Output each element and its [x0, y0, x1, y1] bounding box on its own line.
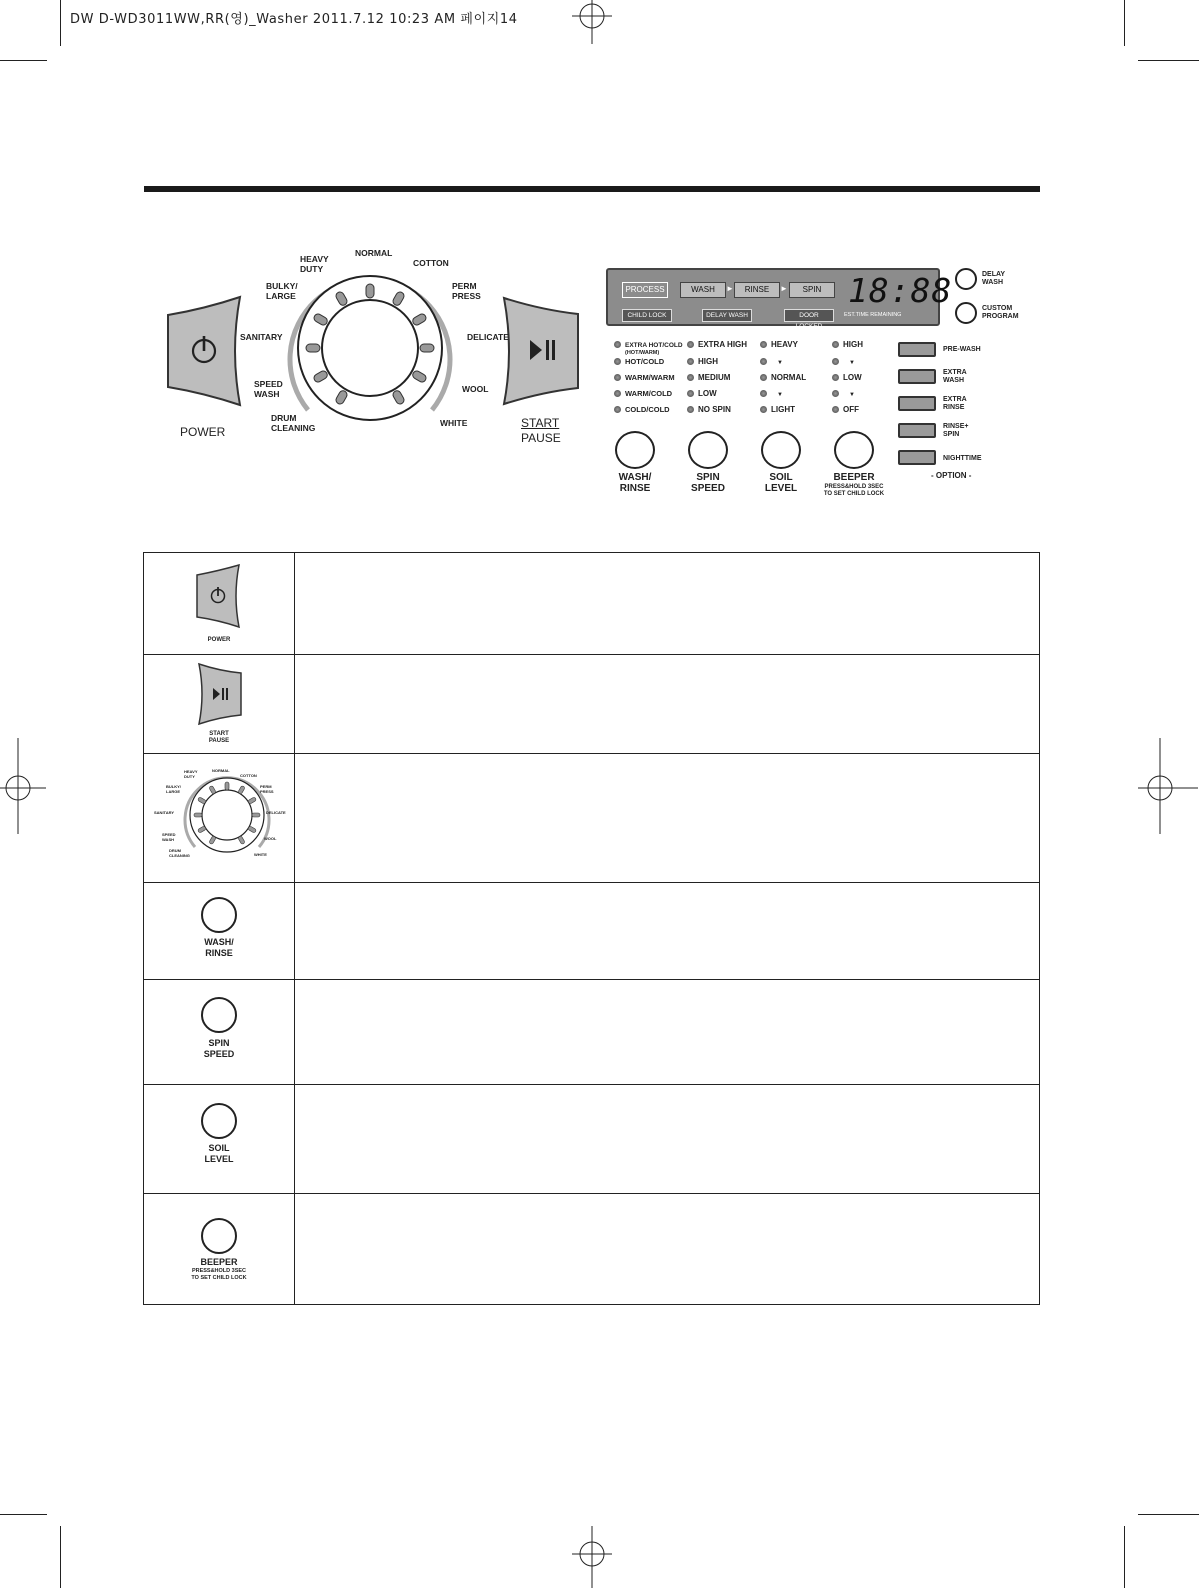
dial-label-sanitary: SANITARY	[240, 332, 283, 342]
spin-speed-button[interactable]	[688, 431, 728, 469]
mini-dial-label: PERM PRESS	[260, 784, 274, 794]
table-cell-icon	[144, 1084, 295, 1193]
led-icon	[614, 374, 621, 381]
wash-rinse-label: WASH/ RINSE	[618, 472, 652, 494]
cycle-dial-icon	[181, 769, 273, 861]
soil-level-button[interactable]	[761, 431, 801, 469]
table-cell-description	[295, 753, 1039, 882]
led-icon	[832, 406, 839, 413]
table-cell-icon	[144, 654, 295, 753]
led-icon	[614, 341, 621, 348]
delay-wash-label: DELAY WASH	[982, 271, 1006, 286]
dial-label-heavy-duty: HEAVY DUTY	[300, 254, 329, 274]
rinse-spin-label: RINSE+ SPIN	[943, 423, 969, 438]
custom-program-label: CUSTOM PROGRAM	[982, 305, 1019, 320]
led-icon	[687, 341, 694, 348]
crop-mark	[1138, 60, 1199, 61]
mini-dial-label: DRUM CLEANING	[169, 848, 190, 858]
arrow-right-icon: ►	[726, 284, 734, 293]
indicator-row: COLD/COLD	[614, 405, 670, 415]
beeper-label: BEEPER	[833, 472, 875, 483]
crop-mark	[1124, 0, 1125, 46]
table-cell-icon	[144, 1193, 295, 1304]
door-locked-indicator: DOOR LOCKED	[784, 309, 834, 322]
led-icon	[760, 358, 767, 365]
indicator-row: NORMAL	[760, 373, 806, 383]
table-row	[144, 1193, 1039, 1304]
crop-mark	[60, 0, 61, 46]
dial-label-wool: WOOL	[462, 384, 489, 394]
mini-dial-label: SPEED WASH	[162, 832, 176, 842]
option-group-label: - OPTION -	[931, 471, 972, 480]
est-time-label: EST.TIME REMAINING	[844, 312, 902, 318]
table-cell-description	[295, 882, 1039, 979]
indicator-row: HIGH	[687, 357, 718, 367]
indicator-row: ▼	[832, 389, 855, 400]
delay-wash-button[interactable]	[955, 268, 977, 290]
dial-label-cotton: COTTON	[413, 258, 449, 268]
row-subcaption: PRESS&HOLD 3SEC TO SET CHILD LOCK	[191, 1268, 247, 1281]
extra-wash-label: EXTRA WASH	[943, 369, 967, 384]
delay-wash-indicator: DELAY WASH	[702, 309, 752, 322]
indicator-row: OFF	[832, 405, 859, 415]
custom-program-button[interactable]	[955, 302, 977, 324]
table-row	[144, 1084, 1039, 1194]
spin-speed-button-icon	[201, 997, 237, 1033]
table-row	[144, 753, 1039, 883]
led-icon	[832, 390, 839, 397]
dial-label-normal: NORMAL	[355, 248, 393, 258]
crop-mark	[0, 1514, 47, 1515]
dial-label-speed-wash: SPEED WASH	[254, 379, 283, 399]
indicator-row: ▼	[832, 357, 855, 368]
crop-mark	[0, 60, 47, 61]
led-icon	[832, 341, 839, 348]
table-row	[144, 979, 1039, 1085]
led-icon	[687, 390, 694, 397]
dial-label-white: WHITE	[440, 418, 468, 428]
mini-dial-label: WHITE	[254, 852, 267, 857]
table-cell-icon	[144, 979, 295, 1084]
led-icon	[760, 374, 767, 381]
table-cell-description	[295, 1084, 1039, 1193]
crop-mark	[1138, 1514, 1199, 1515]
registration-mark-icon	[568, 0, 618, 46]
led-icon	[832, 374, 839, 381]
beeper-button[interactable]	[834, 431, 874, 469]
led-icon	[760, 390, 767, 397]
mini-dial-label: BULKY/ LARGE	[166, 784, 181, 794]
indicator-row: MEDIUM	[687, 373, 730, 383]
table-cell-description	[295, 553, 1039, 654]
extra-rinse-button[interactable]	[898, 396, 936, 411]
indicator-row: HOT/COLD	[614, 357, 664, 367]
table-cell-description	[295, 654, 1039, 753]
power-label: POWER	[180, 425, 226, 439]
led-icon	[687, 358, 694, 365]
table-cell-icon	[144, 753, 295, 882]
table-cell-description	[295, 1193, 1039, 1304]
crop-mark	[1124, 1526, 1125, 1588]
row-caption: POWER	[207, 637, 231, 643]
wash-indicator: WASH	[680, 282, 726, 298]
dial-label-drum-cleaning: DRUM CLEANING	[271, 413, 316, 433]
indicator-row: ▼	[760, 357, 783, 368]
arrow-right-icon: ►	[780, 284, 788, 293]
soil-level-label: SOIL LEVEL	[764, 472, 798, 494]
mini-dial-label: WOOL	[264, 836, 277, 841]
controls-table	[143, 552, 1040, 1305]
file-header-label: DW D-WD3011WW,RR(영)_Washer 2011.7.12 10:23 AM 페이지14	[70, 12, 518, 27]
section-rule	[144, 186, 1040, 192]
power-button[interactable]	[164, 295, 244, 407]
dial-label-perm-press: PERM PRESS	[452, 281, 481, 301]
registration-mark-icon	[568, 1526, 618, 1588]
indicator-row: ▼	[760, 389, 783, 400]
start-label: START	[521, 416, 560, 430]
mini-dial-label: SANITARY	[154, 810, 174, 815]
wash-rinse-button[interactable]	[615, 431, 655, 469]
led-icon	[760, 406, 767, 413]
crop-mark	[60, 1526, 61, 1588]
start-pause-button[interactable]	[500, 296, 582, 406]
indicator-row: WARM/COLD	[614, 389, 672, 399]
beeper-button-icon	[201, 1218, 237, 1254]
process-indicator: PROCESS	[622, 282, 668, 298]
registration-mark-icon	[0, 738, 48, 834]
pre-wash-button[interactable]	[898, 342, 936, 357]
indicator-row: HIGH	[832, 340, 863, 350]
extra-wash-button[interactable]	[898, 369, 936, 384]
pre-wash-label: PRE-WASH	[943, 346, 981, 353]
cycle-selector-dial[interactable]	[282, 260, 458, 436]
nighttime-button[interactable]	[898, 450, 936, 465]
row-caption: BEEPER	[200, 1257, 238, 1267]
power-button-icon	[194, 563, 242, 629]
nighttime-label: NIGHTTIME	[943, 455, 982, 462]
table-row	[144, 654, 1039, 754]
wash-rinse-button-icon	[201, 897, 237, 933]
time-readout: 18:88	[848, 271, 953, 310]
table-cell-icon	[144, 553, 295, 654]
start-pause-button-icon	[196, 662, 244, 726]
indicator-row: EXTRA HIGH	[687, 340, 747, 350]
indicator-row: HEAVY	[760, 340, 798, 350]
mini-dial-label: DELICATE	[266, 810, 286, 815]
table-row	[144, 553, 1039, 655]
indicator-row: LOW	[832, 373, 862, 383]
led-icon	[760, 341, 767, 348]
led-icon	[614, 390, 621, 397]
row-caption: WASH/ RINSE	[204, 937, 234, 958]
table-cell-icon	[144, 882, 295, 979]
extra-rinse-label: EXTRA RINSE	[943, 396, 967, 411]
rinse-indicator: RINSE	[734, 282, 780, 298]
indicator-row: WARM/WARM	[614, 373, 675, 383]
indicator-row: LOW	[687, 389, 717, 399]
table-cell-description	[295, 979, 1039, 1084]
led-icon	[614, 406, 621, 413]
row-caption: SPIN SPEED	[203, 1038, 235, 1059]
soil-level-button-icon	[201, 1103, 237, 1139]
pause-label: PAUSE	[521, 431, 561, 445]
mini-dial-label: HEAVY DUTY	[184, 769, 198, 779]
mini-dial-label: COTTON	[240, 773, 257, 778]
row-caption: START PAUSE	[208, 731, 230, 744]
child-lock-indicator: CHILD LOCK	[622, 309, 672, 322]
row-caption: SOIL LEVEL	[204, 1143, 234, 1164]
dial-label-bulky-large: BULKY/ LARGE	[266, 281, 298, 301]
spin-indicator: SPIN	[789, 282, 835, 298]
beeper-sublabel: PRESS&HOLD 3SEC TO SET CHILD LOCK	[823, 484, 885, 497]
led-icon	[687, 374, 694, 381]
indicator-row: LIGHT	[760, 405, 795, 415]
rinse-spin-button[interactable]	[898, 423, 936, 438]
mini-dial-label: NORMAL	[212, 768, 230, 773]
indicator-row: EXTRA HOT/COLD	[614, 340, 683, 351]
led-icon	[614, 358, 621, 365]
status-display	[606, 268, 953, 330]
registration-mark-icon	[1138, 738, 1199, 834]
led-icon	[687, 406, 694, 413]
table-row	[144, 882, 1039, 980]
indicator-sublabel: (HOT/WARM)	[625, 350, 660, 356]
led-icon	[832, 358, 839, 365]
indicator-row: NO SPIN	[687, 405, 731, 415]
dial-label-delicate: DELICATE	[467, 332, 509, 342]
spin-speed-label: SPIN SPEED	[691, 472, 725, 494]
